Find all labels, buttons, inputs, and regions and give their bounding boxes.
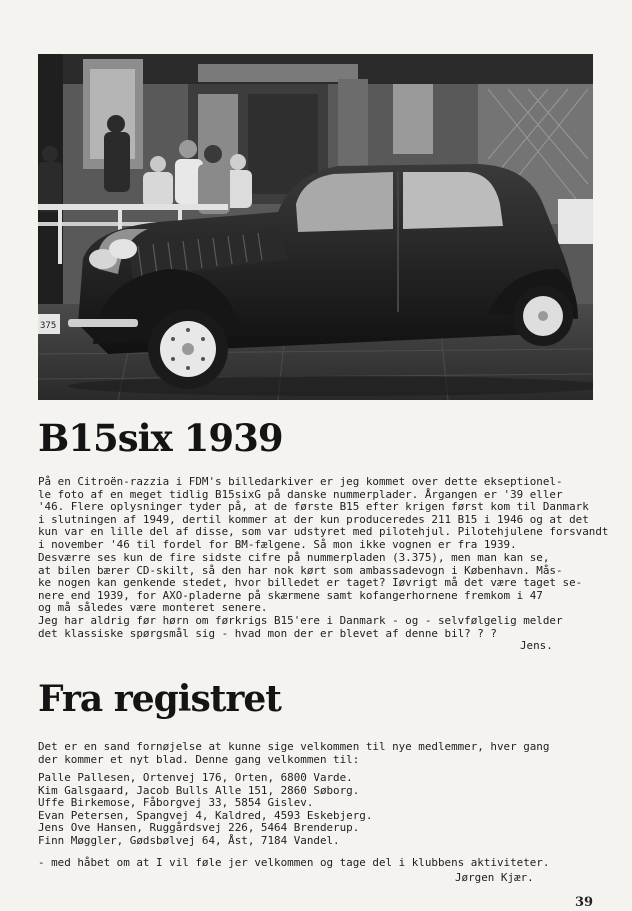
page-number: 39: [575, 895, 594, 910]
article-title-b15six: B15six 1939: [38, 416, 283, 460]
article1-paragraph-2: Desværre ses kun de fire sidste cifre på nummerpladen (3.375), men man kan se, at bilen bærer CD-skilt, så den har nok kørt som ambassadevogn i København. Mås- ke nogen kan genkende stedet, hvor billedet er taget? Iøvrigt må det være taget se- nere end 1939, for AXO-pladerne på skærmene samt kofangerhornene fremkom i 47 og må således være monteret senere.: [38, 551, 583, 615]
article1-paragraph-3: Jeg har aldrig før hørn om førkrigs B15'ere i Danmark - og - selvfølgelig melder det klassiske spørgsmål sig - hvad mon der er blevet af denne bil? ? ?: [38, 614, 563, 640]
license-plate-text: 375: [40, 321, 57, 331]
list-item: Finn Møggler, Gødsbølvej 64, Åst, 7184 Vandel.: [38, 833, 340, 847]
article1-paragraph-1: På en Citroën-razzia i FDM's billedarkiver er jeg kommet over dette ekseptionel- le foto af en meget tidlig B15sixG på danske nummerplader. Årgangen er '39 eller '46. Flere oplysninger tyder på, at de første B15 efter krigen først kom til Danmark i slutningen af 1949, dertil kommer at der kun produceredes 211 B15 i 1946 og at det kun var en lille del af disse, som var udstyret med pilotehjul. Pilotehjulene forsvandt i november '46 til fordel for BM-fælgene. Så mon ikke vognen er fra 1939.: [38, 475, 609, 551]
new-members-list: [38, 772, 372, 848]
article2-intro: Det er en sand fornøjelse at kunne sige velkommen til nye medlemmer, hver gang der kommer et nyt blad. Denne gang velkommen til:: [38, 740, 550, 766]
list-item: Uffe Birkemose, Fåborgvej 33, 5854 Gislev.: [38, 796, 314, 810]
car-photo: [38, 54, 593, 400]
article-title-fra-registret: Fra registret: [38, 678, 281, 720]
article2-signature: Jørgen Kjær.: [455, 871, 534, 884]
list-item: Kim Galsgaard, Jacob Bulls Alle 151, 2860 Søborg.: [38, 783, 360, 797]
list-item: Evan Petersen, Spangvej 4, Kaldred, 4593 Eskebjerg.: [38, 808, 373, 822]
article2-closing: - med håbet om at I vil føle jer velkommen og tage del i klubbens aktiviteter.: [38, 856, 550, 869]
list-item: Palle Pallesen, Ortenvej 176, Orten, 6800 Varde.: [38, 771, 353, 784]
article1-signature: Jens.: [520, 639, 553, 652]
list-item: Jens Ove Hansen, Ruggårdsvej 226, 5464 Brenderup.: [38, 821, 360, 835]
